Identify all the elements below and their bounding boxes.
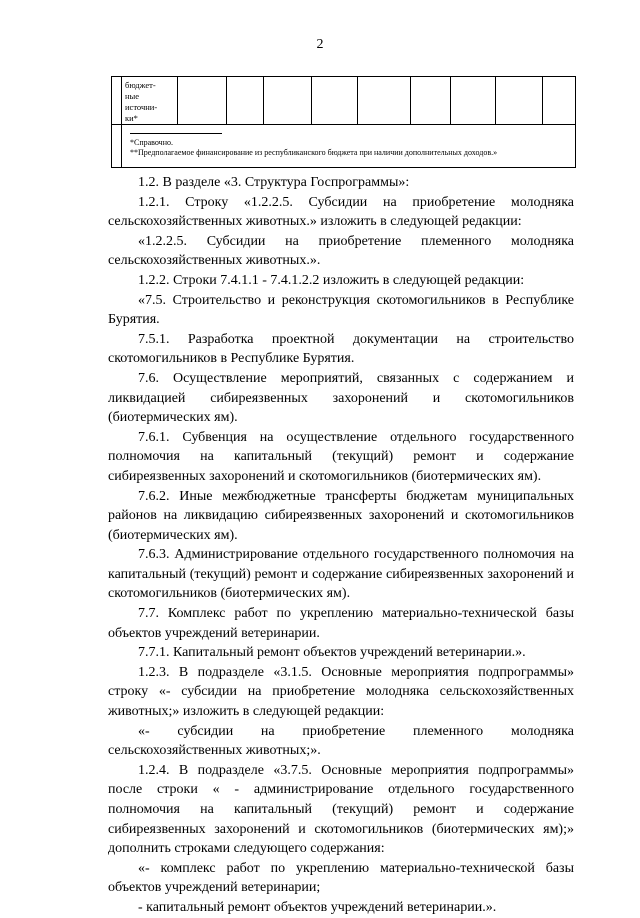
table-cell: [411, 77, 451, 125]
source-label-cell: [122, 77, 178, 125]
paragraph: 7.5.1. Разработка проектной документации на строительство скотомогильников в Республике Бурятия.: [108, 331, 574, 367]
paragraph: 7.7.1. Капитальный ремонт объектов учреждений ветеринарии.».: [138, 645, 526, 661]
source-label-line: ки*: [125, 113, 138, 123]
paragraph: «- субсидии на приобретение племенного молодняка сельскохозяйственных животных;».: [108, 723, 574, 759]
paragraph: 7.6.2. Иные межбюджетные трансферты бюджетам муниципальных районов на ликвидацию сибиреязвенных захоронений и скотомогильников (биотермических ям).: [108, 488, 574, 543]
paragraph: 1.2.1. Строку «1.2.2.5. Субсидии на приобретение молодняка сельскохозяйственных животных.» изложить в следующей редакции:: [108, 194, 574, 230]
table-notes-cell: [122, 125, 576, 168]
table-cell: [112, 77, 122, 125]
source-label-line: бюджет-: [125, 80, 156, 90]
table-cell: [358, 77, 411, 125]
table-cell: [496, 77, 543, 125]
document-body: [108, 173, 574, 918]
table-cell: [264, 77, 312, 125]
table-notes-row: [112, 125, 576, 168]
paragraph: 7.6.1. Субвенция на осуществление отдельного государственного полномочия на капитальный (текущий) ремонт и содержание сибиреязвенных захоронений и скотомогильников (биотермических ям).: [108, 429, 574, 484]
footnote-divider: [130, 133, 222, 134]
table-cell: [227, 77, 264, 125]
footnote: *Справочно.: [130, 138, 173, 147]
page-number: 2: [316, 37, 324, 52]
paragraph: - капитальный ремонт объектов учреждений ветеринарии.».: [138, 899, 497, 915]
paragraph: «- комплекс работ по укреплению материально-технической базы объектов учреждений ветеринарии;: [108, 860, 574, 896]
source-label-line: ные: [125, 91, 140, 101]
table-cell: [112, 125, 122, 168]
budget-table-fragment: [111, 76, 576, 168]
paragraph: 7.6.3. Администрирование отдельного государственного полномочия на капитальный (текущий) ремонт и содержание сибиреязвенных захоронений и скотомогильников (биотермических ям).: [108, 547, 574, 602]
paragraph: 1.2. В разделе «3. Структура Госпрограммы»:: [138, 175, 410, 190]
table-cell: [178, 77, 227, 125]
table-cell: [312, 77, 358, 125]
footnote: **Предполагаемое финансирование из республиканского бюджета при наличии дополнительных доходов.»: [130, 148, 498, 157]
paragraph: 7.6. Осуществление мероприятий, связанных с содержанием и ликвидацией сибиреязвенных захоронений и скотомогильников (биотермических ям).: [108, 370, 574, 426]
table-cell: [451, 77, 496, 125]
paragraph: 7.7. Комплекс работ по укреплению материально-технической базы объектов учреждений ветеринарии.: [108, 606, 574, 641]
paragraph: 1.2.2. Строки 7.4.1.1 - 7.4.1.2.2 изложить в следующей редакции:: [138, 272, 525, 288]
table-row: [112, 77, 576, 125]
paragraph: 1.2.4. В подразделе «3.7.5. Основные мероприятия подпрограммы» после строки « - администрирование отдельного государственного полномочия на капитальный (текущий) ремонт и содержание сибиреязвенных захоронений и скотомогильников (биотермических ям);» дополнить строками следующего содержания:: [108, 762, 574, 857]
paragraph: «1.2.2.5. Субсидии на приобретение племенного молодняка сельскохозяйственных животных.».: [108, 233, 574, 269]
source-label-line: источни-: [125, 102, 158, 112]
paragraph: 1.2.3. В подразделе «3.1.5. Основные мероприятия подпрограммы» строку «- субсидии на приобретение молодняка сельскохозяйственных животных;» изложить в следующей редакции:: [108, 664, 574, 720]
paragraph: «7.5. Строительство и реконструкция скотомогильников в Республике Бурятия.: [108, 292, 574, 328]
table-cell: [543, 77, 576, 125]
